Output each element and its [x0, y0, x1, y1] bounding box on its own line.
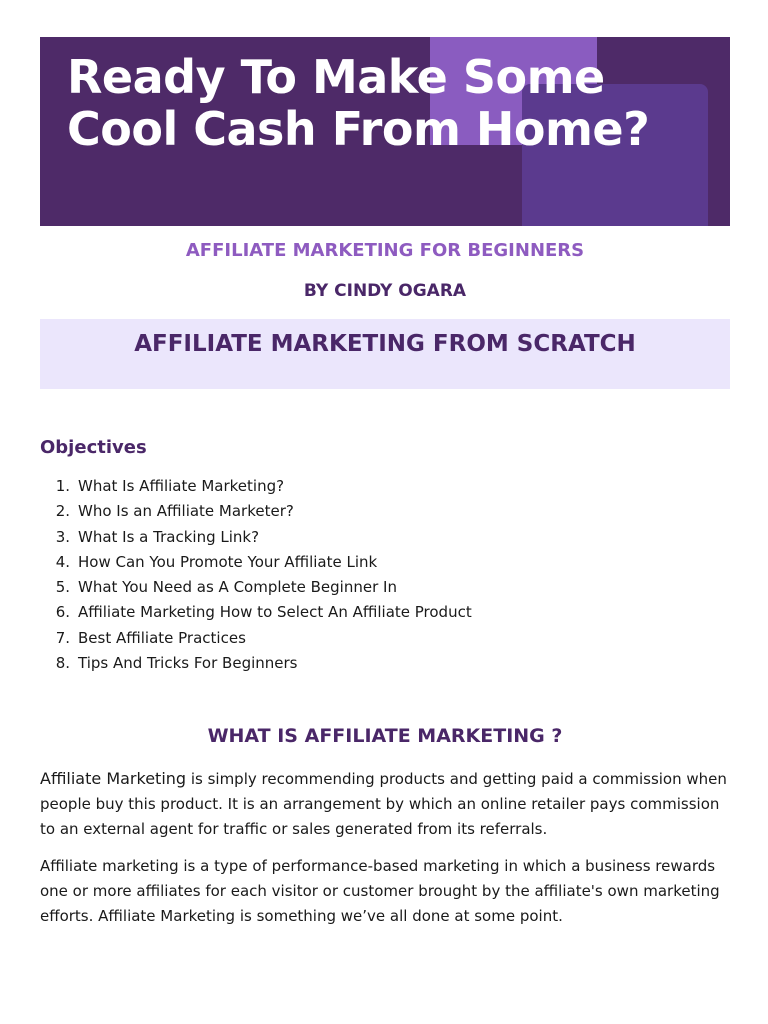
list-item-text: Tips And Tricks For Beginners [78, 654, 298, 673]
paragraph-text: is simply recommending products and getting paid a commission when people buy this product. It is an arrangement by which an online retailer pays commission to an external agent for traffic or sales generated from its referrals. [40, 770, 727, 838]
page-title: Ready To Make Some Cool Cash From Home? [67, 50, 650, 156]
objectives-heading: Objectives [40, 437, 147, 458]
list-item [40, 527, 472, 552]
list-item-text: What Is a Tracking Link? [78, 527, 260, 546]
list-number: 4. [55, 552, 70, 571]
list-number: 1. [55, 477, 70, 495]
list-item [40, 653, 472, 678]
list-item [40, 602, 472, 627]
list-item-text: How Can You Promote Your Affiliate Link [78, 552, 378, 571]
subtitle: AFFILIATE MARKETING FOR BEGINNERS [185, 240, 585, 261]
author-byline: BY CINDY OGARA [303, 281, 467, 301]
list-number: 7. [55, 628, 70, 647]
list-item-text: Affiliate Marketing How to Select An Affiliate Product [78, 603, 472, 622]
list-number: 8. [55, 654, 70, 673]
section-banner-title: AFFILIATE MARKETING FROM SCRATCH [134, 331, 636, 357]
section-heading: WHAT IS AFFILIATE MARKETING ? [207, 725, 563, 747]
list-item-text: What You Need as A Complete Beginner In [78, 578, 397, 597]
list-number: 5. [55, 578, 70, 597]
paragraph-lead: Affiliate Marketing [40, 769, 187, 788]
paragraph [40, 766, 730, 842]
list-item-text: Best Affiliate Practices [78, 628, 246, 647]
list-number: 2. [55, 502, 70, 521]
paragraph: Affiliate marketing is a type of performance-based marketing in which a business rewards one or more affiliates for each visitor or customer brought by the affiliate's own marketing efforts. Affiliate Marketing is something we’ve all done at some point. [40, 857, 720, 925]
list-item-text: Who Is an Affiliate Marketer? [78, 502, 294, 521]
list-number: 6. [55, 603, 70, 622]
list-number: 3. [55, 527, 70, 546]
section-banner [40, 319, 730, 389]
list-item [40, 577, 472, 602]
list-item [40, 501, 472, 526]
list-item [40, 552, 472, 577]
header-banner [40, 37, 730, 226]
list-item [40, 628, 472, 653]
list-item [40, 476, 472, 501]
objectives-list [40, 476, 472, 678]
list-item-text: What Is Affiliate Marketing? [78, 477, 285, 495]
